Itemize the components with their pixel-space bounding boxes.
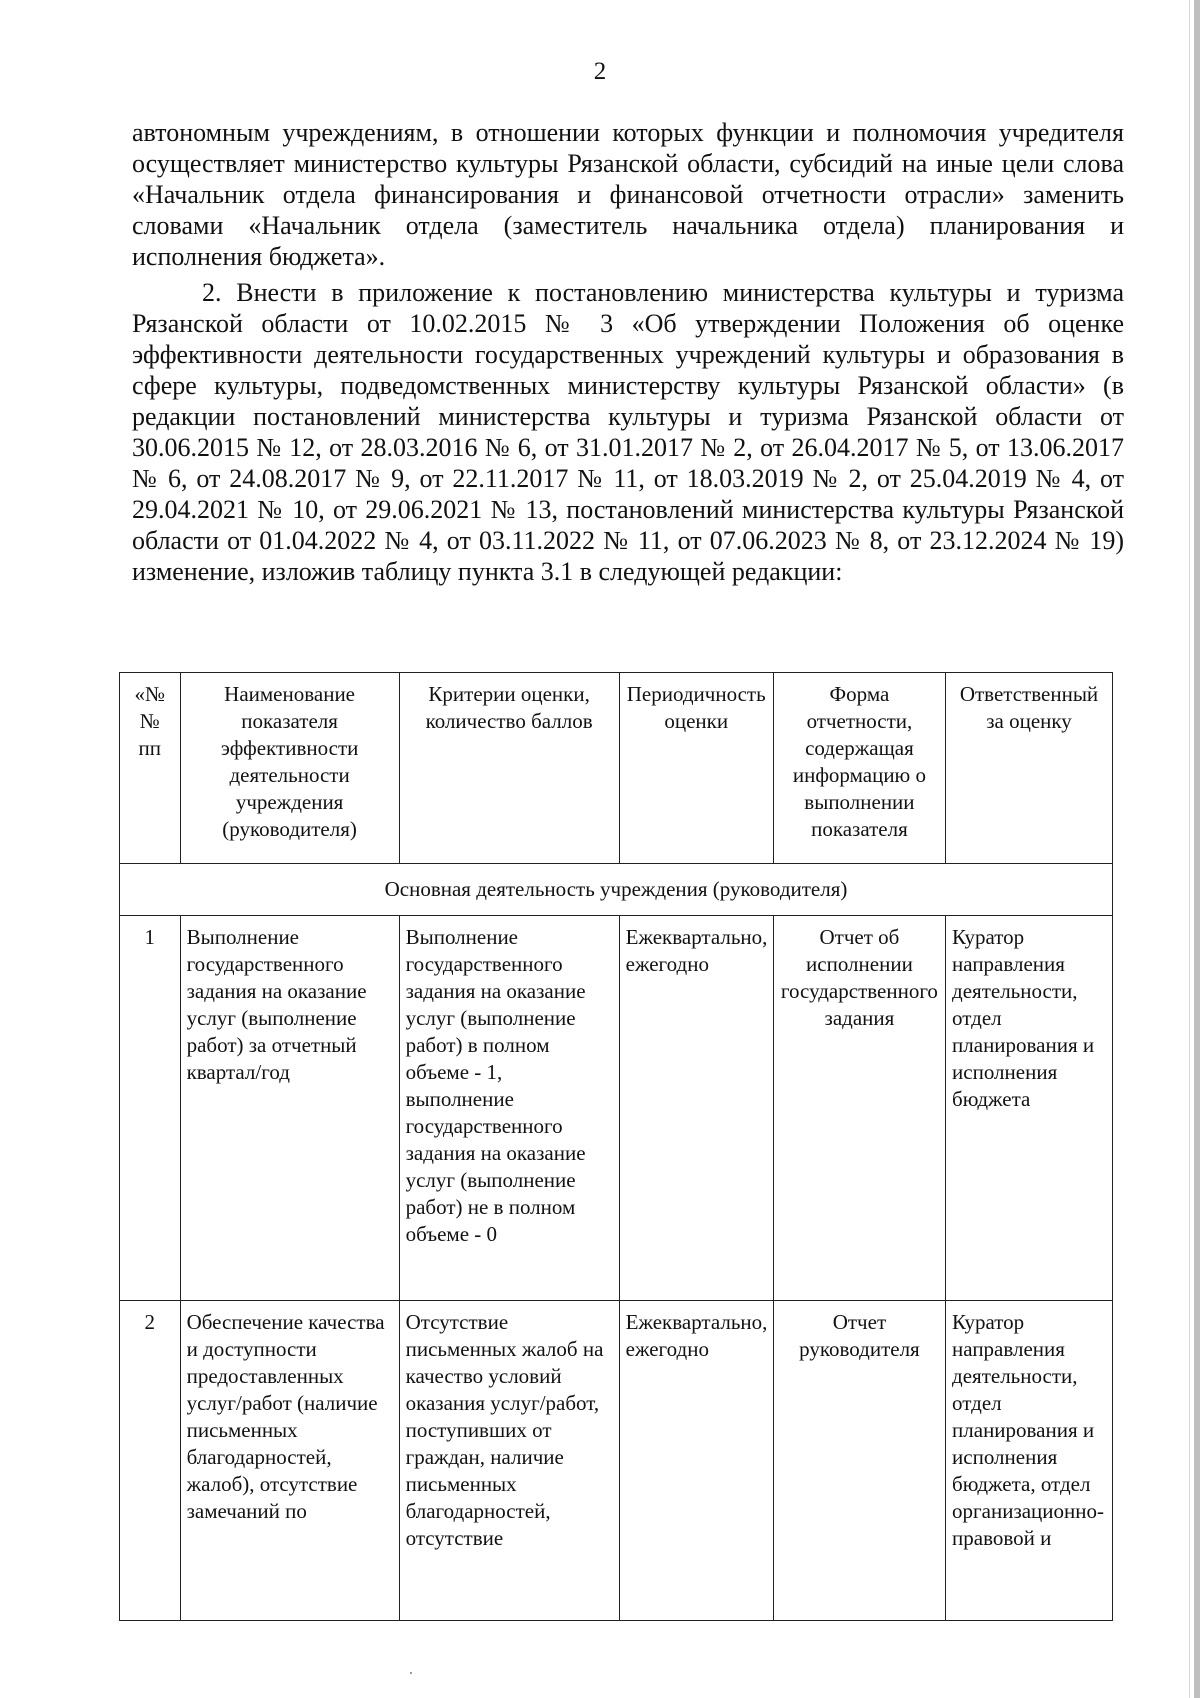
row-periodicity: Ежеквартально, ежегодно — [619, 916, 773, 1301]
row-responsible: Куратор направления деятельности, отдел планирования и исполнения бюджета — [946, 916, 1113, 1301]
row-report-form: Отчет руководителя — [773, 1301, 945, 1621]
table-row — [120, 1301, 1113, 1621]
row-indicator: Обеспечение качества и доступности предоставленных услуг/работ (наличие письменных благодарностей, жалоб), отсутствие замечаний по — [180, 1301, 399, 1621]
table-row — [120, 916, 1113, 1301]
scan-speck — [410, 1672, 412, 1674]
section-row — [120, 864, 1113, 916]
header-number: «№ № пп — [120, 673, 181, 864]
header-criteria: Критерии оценки, количество баллов — [399, 673, 619, 864]
row-periodicity: Ежеквартально, ежегодно — [619, 1301, 773, 1621]
row-criteria: Выполнение государственного задания на оказание услуг (выполнение работ) в полном объеме - 1, выполнение государственного задания на оказание услуг (выполнение работ) не в полном объеме - 0 — [399, 916, 619, 1301]
header-report-form: Форма отчетности, содержащая информацию о выполнении показателя — [773, 673, 945, 864]
paragraph-amendment: 2. Внести в приложение к постановлению министерства культуры и туризма Рязанской области от 10.02.2015 № 3 «Об утверждении Положения об оценке эффективности деятельности государственных учреждений культуры и образования в сфере культуры, подведомственных министерству культуры Рязанской области» (в редакции постановлений министерства культуры и туризма Рязанской области от 30.06.2015 № 12, от 28.03.2016 № 6, от 31.01.2017 № 2, от 26.04.2017 № 5, от 13.06.2017 № 6, от 24.08.2017 № 9, от 22.11.2017 № 11, от 18.03.2019 № 2, от 25.04.2019 № 4, от 29.04.2021 № 10, от 29.06.2021 № 13, постановлений министерства культуры Рязанской области от 01.04.2022 № 4, от 03.11.2022 № 11, от 07.06.2023 № 8, от 23.12.2024 № 19) изменение, изложив таблицу пункта 3.1 в следующей редакции: — [132, 278, 1124, 586]
row-number: 1 — [120, 916, 181, 1301]
row-responsible: Куратор направления деятельности, отдел планирования и исполнения бюджета, отдел организационно-правовой и — [946, 1301, 1113, 1621]
page-number: 2 — [593, 58, 607, 85]
row-indicator: Выполнение государственного задания на оказание услуг (выполнение работ) за отчетный квартал/год — [180, 916, 399, 1301]
header-indicator: Наименование показателя эффективности деятельности учреждения (руководителя) — [180, 673, 399, 864]
scan-edge-line — [1189, 0, 1190, 1698]
scan-edge — [1194, 0, 1200, 1698]
row-report-form: Отчет об исполнении государственного задания — [773, 916, 945, 1301]
section-title: Основная деятельность учреждения (руководителя) — [120, 864, 1113, 916]
criteria-table — [119, 672, 1113, 1621]
table-header-row — [120, 673, 1113, 864]
row-criteria: Отсутствие письменных жалоб на качество условий оказания услуг/работ, поступивших от граждан, наличие письменных благодарностей, отсутствие — [399, 1301, 619, 1621]
paragraph-continuation: автономным учреждениям, в отношении которых функции и полномочия учредителя осуществляет министерство культуры Рязанской области, субсидий на иные цели слова «Начальник отдела финансирования и финансовой отчетности отрасли» заменить словами «Начальник отдела (заместитель начальника отдела) планирования и исполнения бюджета». — [132, 118, 1124, 271]
header-responsible: Ответственный за оценку — [946, 673, 1113, 864]
row-number: 2 — [120, 1301, 181, 1621]
header-periodicity: Периодичность оценки — [619, 673, 773, 864]
